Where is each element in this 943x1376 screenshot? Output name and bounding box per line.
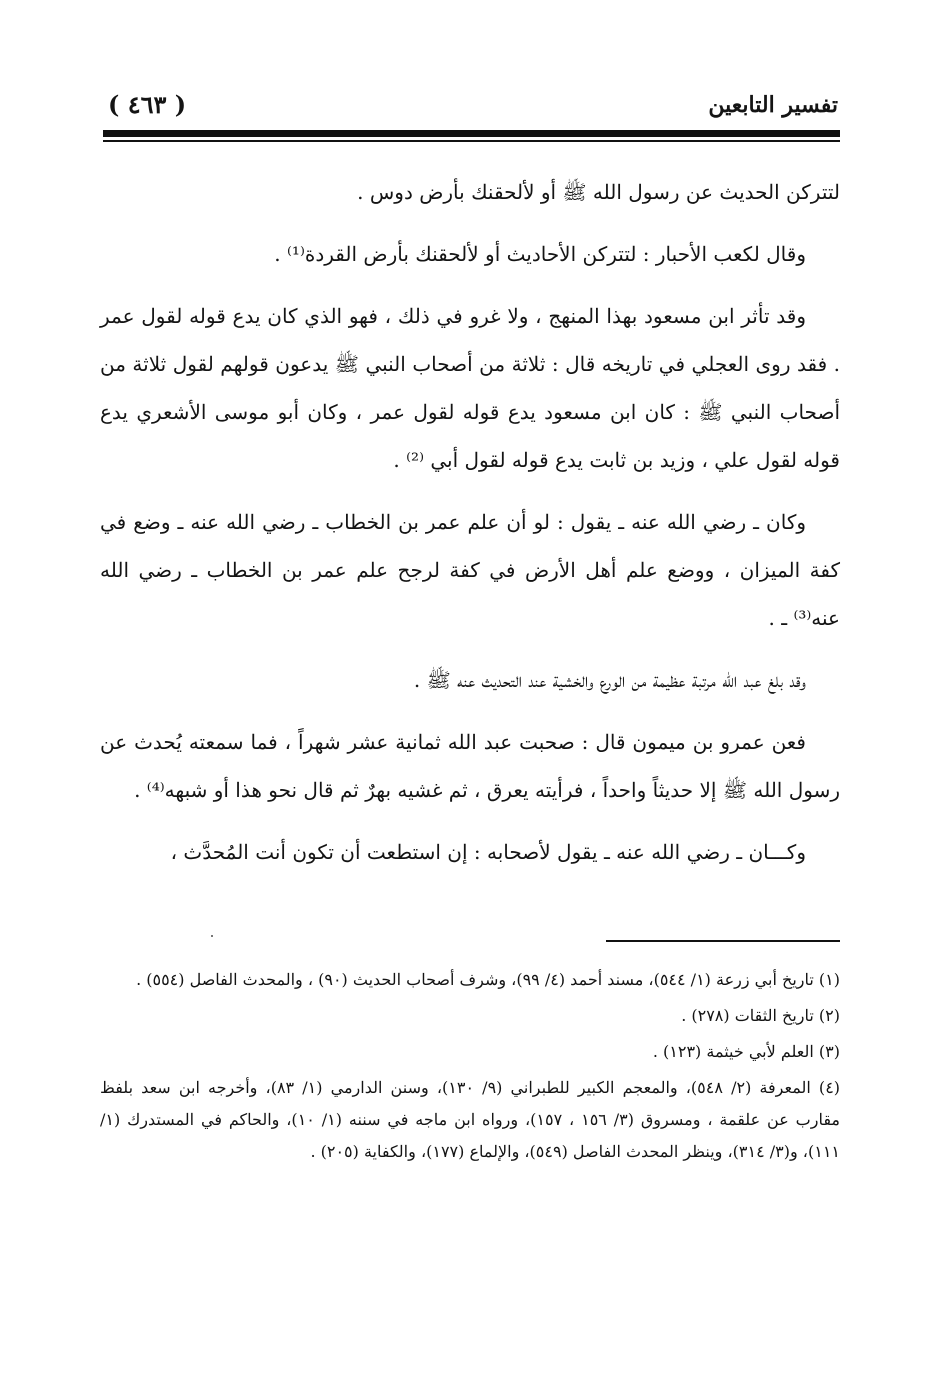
paragraph-6: فعن عمرو بن ميمون قال : صحبت عبد الله ثمانية عشر شهراً ، فما سمعته يُحدث عن رسول الله ﷺ إلا حديثاً واحداً ، فرأيته يعرق ، ثم غشيه بهرٌ ثم قال نحو هذا أو شبهه⁽⁴⁾ . bbox=[100, 730, 840, 802]
paragraph-1: لتتركن الحديث عن رسول الله ﷺ أو لألحقنك بأرض دوس . bbox=[357, 180, 840, 204]
header-rule-thick bbox=[103, 130, 840, 137]
footnote-4: (٤) المعرفة (٢/ ٥٤٨)، والمعجم الكبير للطبراني (٩/ ١٣٠)، وسنن الدارمي (١/ ٨٣)، وأخرجه ابن سعد بلفظ مقارب عن علقمة ، ومسروق (٣/ ١٥٦ ، ١٥٧)، ورواه ابن ماجه في سننه (١/ ١٠)، والحاكم في المستدرك (١/ ١١١)، و(٣/ ٣١٤)، وينظر المحدث الفاصل (٥٤٩)، والإلماع (١٧٧)، والكفاية (٢٠٥) . bbox=[100, 1078, 841, 1161]
main-text bbox=[100, 168, 840, 890]
paragraph-7: وكـــان ـ رضي الله عنه ـ يقول لأصحابه : إن استطعت أن تكون أنت المُحدَّث ، bbox=[170, 840, 806, 864]
footnote-separator bbox=[606, 940, 840, 942]
footnote-3: (٣) العلم لأبي خيثمة (١٢٣) . bbox=[652, 1042, 840, 1061]
footnote-1: (١) تاريخ أبي زرعة (١/ ٥٤٤)، مسند أحمد (٤/ ٩٩)، وشرف أصحاب الحديث (٩٠) ، والمحدث الفاصل (٥٥٤) . bbox=[136, 970, 840, 989]
page-number: ( ٤٦٣ ) bbox=[108, 90, 187, 119]
paragraph-3: وقد تأثر ابن مسعود بهذا المنهج ، ولا غرو في ذلك ، فهو الذي كان يدع قوله لقول عمر . فقد روى العجلي في تاريخه قال : ثلاثة من أصحاب النبي ﷺ يدعون قولهم لقول ثلاثة من أصحاب النبي ﷺ : كان ابن مسعود يدع قوله لقول عمر ، وكان أبو موسى الأشعري يدع قوله لقول علي ، وزيد بن ثابت يدع قوله لقول أبي ⁽²⁾ . bbox=[100, 304, 841, 472]
footnotes bbox=[100, 964, 840, 1172]
page-header bbox=[108, 88, 838, 128]
paragraph-2: وقال لكعب الأحبار : لتتركن الأحاديث أو لألحقنك بأرض القردة⁽¹⁾ . bbox=[274, 242, 806, 266]
footnote-2: (٢) تاريخ الثقات (٢٧٨) . bbox=[681, 1006, 840, 1025]
paragraph-4: وكان ـ رضي الله عنه ـ يقول : لو أن علم عمر بن الخطاب ـ رضي الله عنه ـ وضع في كفة الميزان ، ووضع علم أهل الأرض في كفة لرجح علم عمر بن الخطاب ـ رضي الله عنه⁽³⁾ ـ . bbox=[100, 510, 840, 630]
paragraph-5: وقد بلغ عبد الله مرتبة عظيمة من الورع والخشية عند التحديث عنه ﷺ . bbox=[413, 668, 806, 692]
stray-dot bbox=[211, 935, 213, 937]
running-title: تفسير التابعين bbox=[708, 92, 838, 118]
header-rule-thin bbox=[103, 140, 840, 142]
